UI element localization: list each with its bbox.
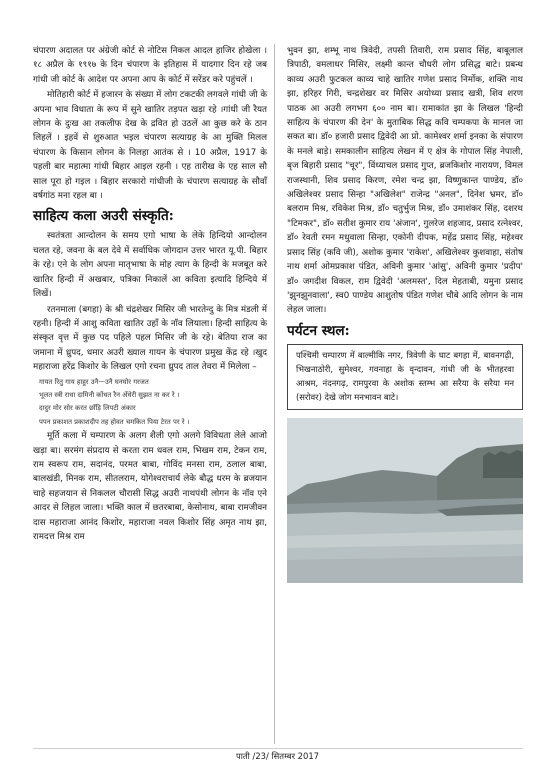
intro-paragraph-1: चंपारण अदालत पर अंग्रेजी कोर्ट से नोटिस निकल आदल हाजिर होखेला । १८ अप्रैल के १९१७ के दिन चंपारण के इतिहास में यादगार दिन रहे जब गांधी जी कोर्ट के आदेश पर अपना आप के कोर्ट में सरेंडर करे पहुंचलें ।	[33, 46, 267, 85]
section-heading-tourism: पर्यटन स्थल:	[287, 322, 350, 339]
dhrupad-verse	[39, 376, 267, 430]
sculpture-paragraph: मूर्ति कला में चम्पारण के अलग शैली एगो अलगे विविधता लेले आजो खड़ा बा। सरमंग संप्रदाय से करता राम धवल राम, भिखम राम, टेकन राम, राम स्वरूप राम, सदानंद, परमत बाबा, गोविंद मनसा राम, ठलाल बाबा, बालखंडी, मिनक राम, सीतलराम, योगेश्वराचार्य लेके बौद्ध धरम के ब्रजयान चाहे सहजयान से निकलल चौरासी सिद्ध अउरी नाथपंथी लोगन के नॉव एने आदर से लिहल जाला। भक्ति काल में छतरबाबा, केसोनाथ, बाबा रामजीवन दास महाराजा आनंद किशोर, महाराजा नवल किशोर सिंह अमृत नाथ झा, रामदत्त मिश्र राम	[33, 431, 267, 542]
column-divider	[274, 44, 275, 744]
page-footer: पाती /23/ सितम्बर 2017	[235, 751, 319, 761]
verse-line: गायत रितु गाय हाहुर उनै—उनै घनघोर गरजत	[39, 377, 149, 386]
verse-line: दादुर मोर सोर करत छाँड़ि लिपटी अंकार	[39, 404, 136, 413]
footer-rule	[33, 748, 523, 749]
right-column	[287, 44, 523, 583]
verse-line: पपन प्रकाशत प्रकाशदीप तह होवत चमकित पिया टेरत पर रे ।	[39, 417, 190, 426]
tourism-box: पश्चिमी चम्पारण में बाल्मीकि नगर, त्रिवेणी के घाट बगहा में, बावनगढ़ी, भिखनाठोरी, सुमेश्वर, गवनाहा के वृन्दावन, गांधी जी के भीतहरवा आश्रम, नंदनगढ़, रामपुरवा के अशोक स्तम्भ आ सरैया के सरैया मन (सरोवर) देखे जोग मनभावन बाटे।	[287, 344, 523, 410]
section-heading-literature: साहित्य कला अउरी संस्कृति:	[33, 208, 174, 225]
writers-paragraph: भुवन झा, शम्भू नाथ त्रिवेदी, तपसी तिवारी, राम प्रसाद सिंह, बाबूलाल त्रिपाठी, वमलाधर मिसिर, लक्ष्मी कान्त चौधरी लोग प्रसिद्ध बाटे। प्रबन्ध काव्य अउरी फुटकल काव्य चाहे खातिर गणेश प्रसाद निर्मोक, शक्ति नाथ झा, हरिहर गिरी, चन्द्रशेखर वर मिसिर अयोध्या प्रसाद खत्री, शिव शरण पाठक आ अउरी लगभग ६०० नाम बा। रामाकांत झा के लिखल 'हिन्दी साहित्य के चंपारण की देन' के मुताबिक सिद्ध कवि चम्पकपा के मानल जा सकत बा। डॉ० हजारी प्रसाद द्विवेदी आ प्रो. कामेश्वर शर्मा इनका के संपारण के मनले बाड़े। समकालीन साहित्य लेखन में ए क्षेत्र के गोपाल सिंह नेपाली, बृज बिहारी प्रसाद "चूर", विंध्याचल प्रसाद गुप्त, ब्रजकिशोर नारायण, विमल राजस्थानी, शिव प्रसाद किरण, रमेश चन्द्र झा, विष्णुकान्त पाण्डेय, डॉ० अखिलेश्वर प्रसाद सिन्हा "अखिलेश" राजेन्द्र "अनल", दिनेश भ्रमर, डॉ० बलराम मिश्र, रविकेश मिश्र, डॉ० चतुर्भुज मिश्र, डॉ० उमाशंकर सिंह, दशरथ "टिमकर", डॉ० सतीश कुमार राय 'अंजान', गुलरेज शहजाद, प्रसाद रत्नेश्वर, डॉ० रेवती रमन मधुवाला सिन्हा, एकोनी दीपक, महेंद्र प्रसाद सिंह, महेश्वर प्रसाद सिंह (कवि जी), अशोक कुमार 'राकेश', अखिलेश्वर कुशवाहा, संतोष नाथ शर्मा ओमप्रकाश पंडित, अविनी कुमार 'आंसु', अविनी कुमार 'प्रदीप' डॉ० जगदीश विकल, राम द्विवेदी 'अलमस्त', दिल मेहताबी, यमुना प्रसाद 'झुनझुनवाला', स्व0 पाण्डेय आशुतोष पंडित गणेश चौबे आदि लोगन के नाम लेहल जाला।	[287, 46, 523, 316]
river-landscape-photo	[287, 418, 523, 583]
river-photo-illustration	[287, 418, 523, 583]
verse-line: भूलत स्त्री राधा दामिनी कोंधत रैन अँधेरी सुझत ना कर रे ।	[39, 390, 180, 399]
intro-paragraph-2: मोतिहारी कोर्ट में हजारन के संख्या में लोग टकटकी लगवले गांधी जी के अपना भाव विधाता के रूप में सुने खातिर तड़पत खड़ा रहे ।गांधी जी रैयत लोगन के दुःख आ तकलीफ देख के द्रवित हो उठलें आ कुछ करे के ठान लिहलें । इहवें से शुरुआत भइल चंपारण सत्याग्रह के आ मुक्ति मिलल चंपारण के किसान लोगन के निलहा आतंक से । 10 अप्रैल, 1917 के पहली बार महात्मा गांधी बिहार आइल रहनी । एह तारीख के एह साल सौ साल पूरा हो गइल । बिहार सरकारो गांधीजी के चंपारण सत्याग्रह के सौवाँ वर्षगांठ मना रहल बा ।	[33, 90, 267, 202]
literature-paragraph-1: स्वतंत्रता आन्दोलन के समय एगो भाषा के लेके हिन्दियो आन्दोलन चलत रहे, जवना के बल देवे में सर्वाधिक जोगदान उत्तर भारत यू.पी. बिहार के रहे। एने के लोग अपना मातृभाषा के मोह त्याग के हिन्दी के मजबूत करे खातिर हिन्दी में अखबार, पत्रिका निकालें आ कविता इत्यादि हिन्दिये में लिखें।	[33, 231, 267, 300]
literature-paragraph-2: रतनमाला (बगहा) के श्री चंद्रशेखर मिसिर जी भारतेन्दु के मित्र मंडली में रहनी। हिन्दी में आशु कविता खातिर उहाँ के नॉव लियाला। हिन्दी साहित्य के संस्कृत वृत्त में कुछ पद पहिले पहल मिसिर जी के रहे। बेतिया राज का जमाना में ध्रुपद, धमार अउरी ख्याल गायन के चंपारण प्रमुख केंद्र रहे ।खुद महाराजा हरेंद्र किशोर के लिखल एगो रचना ध्रुपद ताल तेवरा में मिलेला –	[33, 304, 267, 373]
left-column	[33, 44, 267, 545]
